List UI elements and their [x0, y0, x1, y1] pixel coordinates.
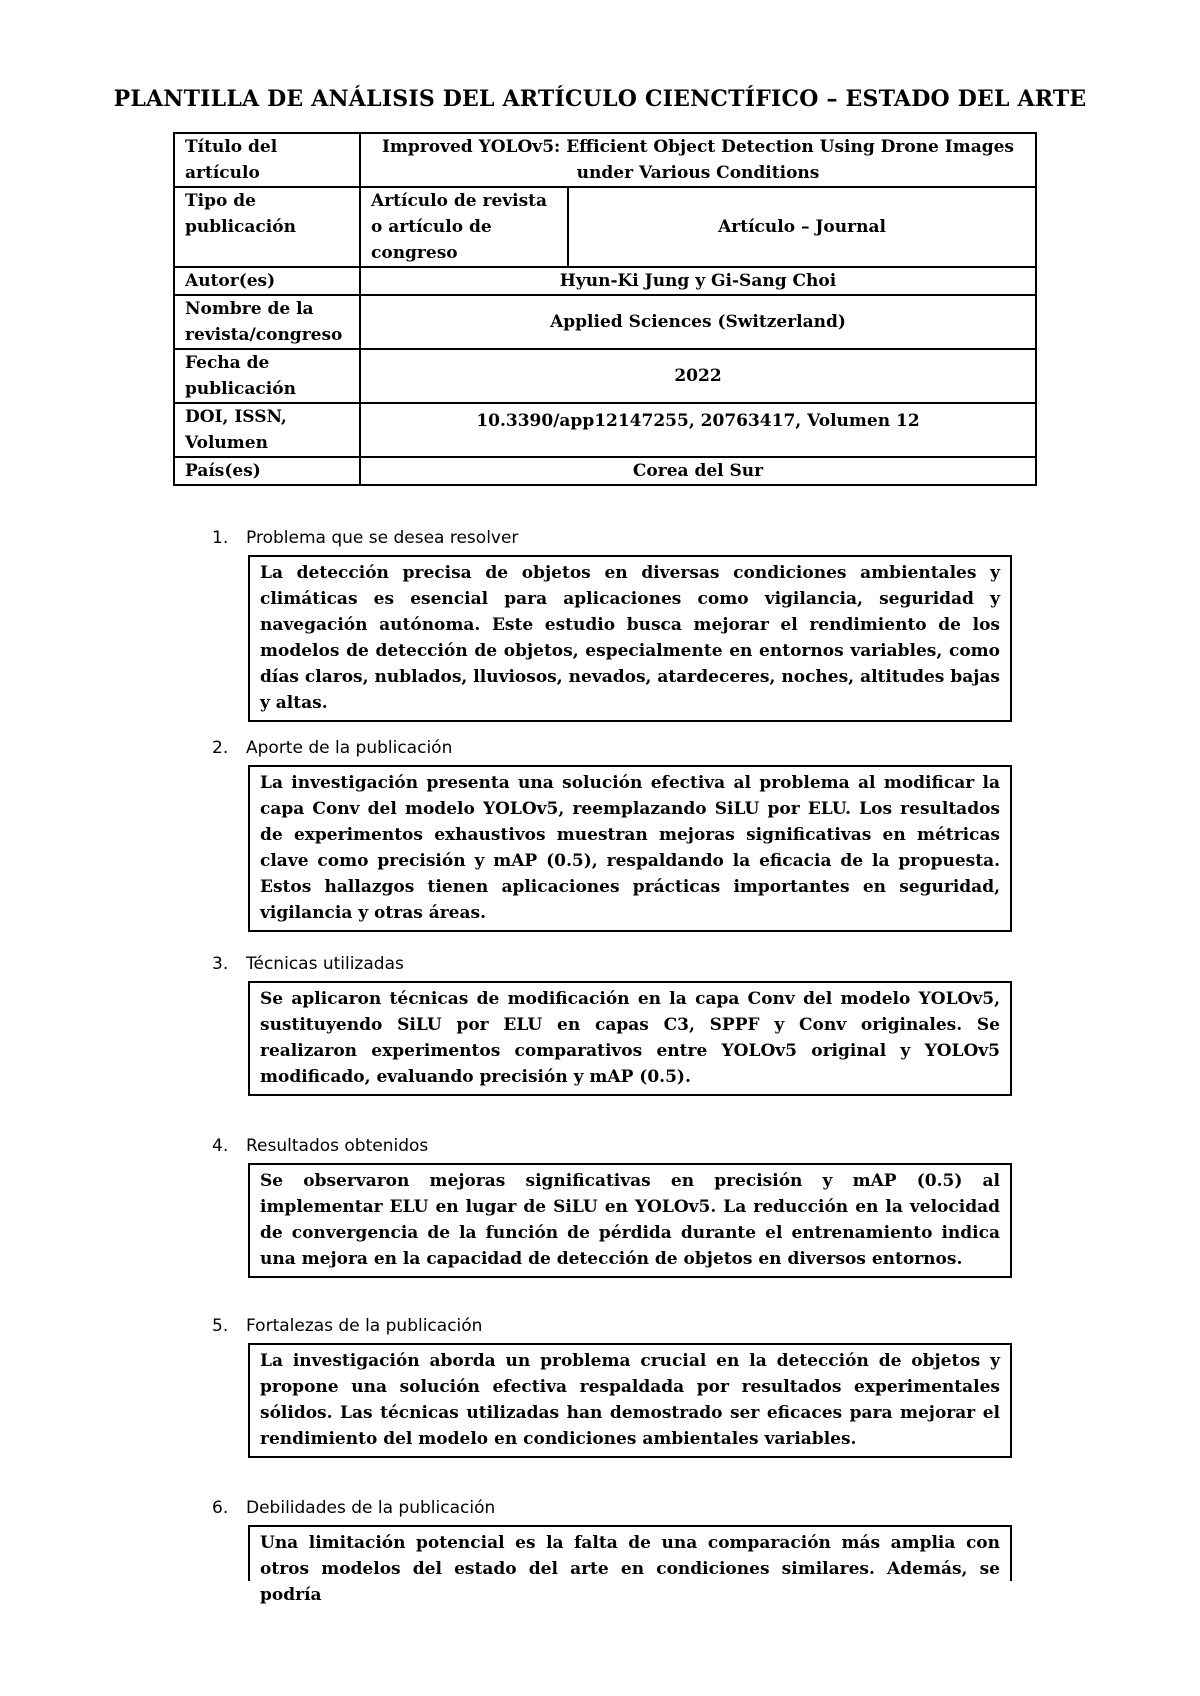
page-title: PLANTILLA DE ANÁLISIS DEL ARTÍCULO CIENCTÍFICO – ESTADO DEL ARTE	[113, 86, 1087, 112]
section-heading-resultados	[212, 1136, 428, 1156]
section-number: 1.	[212, 528, 229, 548]
section-box-problema: La detección precisa de objetos en diversas condiciones ambientales y climáticas es esencial para aplicaciones como vigilancia, seguridad y navegación autónoma. Este estudio busca mejorar el rendimiento de los modelos de detección de objetos, especialmente en entornos variables, como días claros, nublados, lluviosos, nevados, atardeceres, noches, altitudes bajas y altas.	[248, 555, 1012, 722]
section-title: Debilidades de la publicación	[246, 1498, 496, 1518]
tipo-label: Tipo de publicación	[174, 187, 360, 267]
fecha-value: 2022	[360, 349, 1036, 403]
section-heading-fortalezas	[212, 1316, 482, 1336]
autores-value: Hyun-Ki Jung y Gi-Sang Choi	[360, 267, 1036, 295]
section-box-fortalezas: La investigación aborda un problema crucial en la detección de objetos y propone una solución efectiva respaldada por resultados experimentales sólidos. Las técnicas utilizadas han demostrado ser eficaces para mejorar el rendimiento del modelo en condiciones ambientales variables.	[248, 1343, 1012, 1458]
section-box-tecnicas: Se aplicaron técnicas de modificación en la capa Conv del modelo YOLOv5, sustituyendo SiLU por ELU en capas C3, SPPF y Conv originales. Se realizaron experimentos comparativos entre YOLOv5 original y YOLOv5 modificado, evaluando precisión y mAP (0.5).	[248, 981, 1012, 1096]
fecha-label: Fecha de publicación	[174, 349, 360, 403]
section-title: Problema que se desea resolver	[246, 528, 519, 548]
table-row	[174, 349, 1036, 403]
titulo-value: Improved YOLOv5: Efficient Object Detection Using Drone Images under Various Conditions	[360, 133, 1036, 187]
table-row	[174, 295, 1036, 349]
section-number: 5.	[212, 1316, 229, 1336]
section-heading-aporte	[212, 738, 452, 758]
revista-value: Applied Sciences (Switzerland)	[360, 295, 1036, 349]
section-heading-tecnicas	[212, 954, 404, 974]
pais-label: País(es)	[174, 457, 360, 485]
tipo-value: Artículo – Journal	[568, 187, 1036, 267]
section-heading-problema	[212, 528, 518, 548]
article-metadata-table	[173, 132, 1037, 486]
section-box-resultados: Se observaron mejoras significativas en precisión y mAP (0.5) al implementar ELU en lugar de SiLU en YOLOv5. La reducción en la velocidad de convergencia de la función de pérdida durante el entrenamiento indica una mejora en la capacidad de detección de objetos en diversos entornos.	[248, 1163, 1012, 1278]
revista-label: Nombre de la revista/congreso	[174, 295, 360, 349]
section-box-aporte: La investigación presenta una solución efectiva al problema al modificar la capa Conv del modelo YOLOv5, reemplazando SiLU por ELU. Los resultados de experimentos exhaustivos muestran mejoras significativas en métricas clave como precisión y mAP (0.5), respaldando la eficacia de la propuesta. Estos hallazgos tienen aplicaciones prácticas importantes en seguridad, vigilancia y otras áreas.	[248, 765, 1012, 932]
table-row	[174, 457, 1036, 485]
section-box-debilidades: Una limitación potencial es la falta de una comparación más amplia con otros modelos del estado del arte en condiciones similares. Además, se podría	[248, 1525, 1012, 1581]
section-title: Técnicas utilizadas	[246, 954, 404, 974]
section-title: Resultados obtenidos	[246, 1136, 429, 1156]
tipo-sub: Artículo de revista o artículo de congreso	[360, 187, 568, 267]
titulo-label: Título del artículo	[174, 133, 360, 187]
autores-label: Autor(es)	[174, 267, 360, 295]
pais-value: Corea del Sur	[360, 457, 1036, 485]
table-row	[174, 133, 1036, 187]
doi-label: DOI, ISSN, Volumen	[174, 403, 360, 457]
section-number: 4.	[212, 1136, 229, 1156]
section-title: Fortalezas de la publicación	[246, 1316, 483, 1336]
doi-value: 10.3390/app12147255, 20763417, Volumen 12	[360, 403, 1036, 457]
section-heading-debilidades	[212, 1498, 495, 1518]
table-row	[174, 187, 1036, 267]
table-row	[174, 403, 1036, 457]
table-row	[174, 267, 1036, 295]
section-number: 6.	[212, 1498, 229, 1518]
section-number: 2.	[212, 738, 229, 758]
section-number: 3.	[212, 954, 229, 974]
section-title: Aporte de la publicación	[246, 738, 453, 758]
